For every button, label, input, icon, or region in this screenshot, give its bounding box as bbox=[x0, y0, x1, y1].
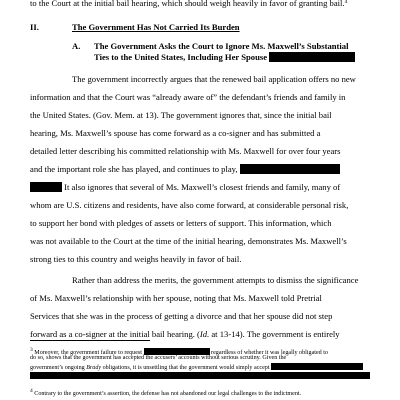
redaction-box bbox=[30, 182, 62, 192]
redaction-box bbox=[269, 52, 355, 62]
subsection-title-line1: The Government Asks the Court to Ignore Ms. Maxwell’s Substantial bbox=[94, 41, 349, 51]
paragraph-line: was not available to the Court at the time of the initial hearing, demonstrates Ms. Maxwell’s bbox=[30, 236, 347, 246]
subsection-letter: A. bbox=[72, 41, 81, 51]
footnote-separator bbox=[30, 340, 150, 341]
paragraph-line: the United States. (Gov. Mem. at 13). The government ignores that, since the initial bail bbox=[30, 110, 332, 120]
paragraph-line: Services that she was in the process of getting a divorce and that her spouse did not step bbox=[30, 311, 333, 321]
section-title: The Government Has Not Carried Its Burden bbox=[72, 22, 240, 32]
paragraph-line: detailed letter describing his committed relationship with Ms. Maxwell for over four years bbox=[30, 146, 341, 156]
footnote-3-line3: government’s ongoing Brady obligations, it is unsettling that the government would simply accept bbox=[30, 363, 363, 372]
paragraph-line: forward as a co-signer at the initial bail hearing. (Id. at 13-14). The government is entirely bbox=[30, 329, 340, 339]
footnote-ref-4: 4 bbox=[344, 0, 348, 5]
paragraph-line: of Ms. Maxwell’s relationship with her spouse, noting that Ms. Maxwell told Pretrial bbox=[30, 293, 322, 303]
paragraph-line: whom are U.S. citizens and residents, have also come forward, at considerable personal risk, bbox=[30, 200, 349, 210]
carryover-line: to the Court at the initial bail hearing, which should weigh heavily in favor of granting bail.$^4$ bbox=[30, 0, 348, 8]
redaction-box bbox=[271, 363, 363, 370]
paragraph-line: information and that the Court was “already aware of” the defendant’s friends and family in bbox=[30, 92, 346, 102]
paragraph-line: Rather than address the merits, the government attempts to dismiss the significance bbox=[72, 275, 359, 285]
paragraph-line: It also ignores that several of Ms. Maxwell’s closest friends and family, many of bbox=[30, 182, 340, 193]
footnote-3-line1: 3 Moreover, the government failure to request regardless of whether it was legally obligated to bbox=[30, 347, 328, 356]
footnote-3-line2: do so, shows that the government has accepted the accusers’ accounts without serious scrutiny. Given the bbox=[30, 355, 287, 361]
redaction-box bbox=[30, 372, 370, 379]
paragraph-line: and the important role she has played, and continues to play, bbox=[30, 164, 340, 175]
paragraph-line: The government incorrectly argues that the renewed bail application offers no new bbox=[72, 74, 356, 84]
subsection-title-line2: Ties to the United States, Including Her Spouse bbox=[94, 52, 355, 63]
footnote-4-line1: 4 Contrary to the government’s assertion, the defense has not abandoned our legal challenges to the indictment. bbox=[30, 388, 302, 397]
paragraph-line: hearing, Ms. Maxwell’s spouse has come forward as a co-signer and has submitted a bbox=[30, 128, 321, 138]
redaction-box bbox=[240, 164, 340, 174]
section-heading: II. bbox=[30, 22, 39, 32]
redaction-box bbox=[144, 348, 210, 355]
paragraph-line: strong ties to this country and weighs heavily in favor of bail. bbox=[30, 254, 242, 264]
paragraph-line: to support her bond with pledges of assets or letters of support. This information, which bbox=[30, 218, 332, 228]
